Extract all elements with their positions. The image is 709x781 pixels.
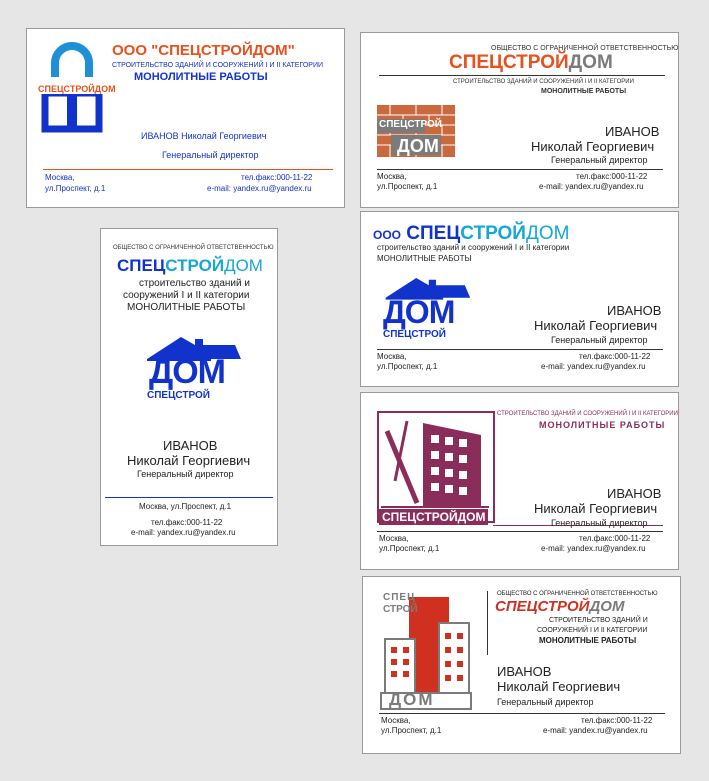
business-card-4 xyxy=(360,211,679,387)
company-name: ООО "СПЕЦСТРОЙДОМ" xyxy=(112,42,295,59)
phone: тел.факс:000-11-22 xyxy=(581,716,653,725)
logo-text-top: СПЕЦСТРОЙ xyxy=(379,119,442,130)
subtitle-line-1: строительство зданий и xyxy=(139,278,250,289)
org-type: ОБЩЕСТВО С ОГРАНИЧЕННОЙ ОТВЕТСТВЕННОСТЬЮ xyxy=(113,245,274,251)
email: e-mail: yandex.ru@yandex.ru xyxy=(541,544,646,553)
surname: ИВАНОВ xyxy=(607,486,662,501)
divider xyxy=(105,497,273,498)
business-card-3 xyxy=(100,228,278,546)
street: ул.Проспект, д.1 xyxy=(377,182,438,191)
work-type: МОНОЛИТНЫЕ РАБОТЫ xyxy=(127,302,246,313)
building-logo-icon xyxy=(377,411,495,523)
divider xyxy=(377,531,663,532)
vertical-rule xyxy=(487,591,488,655)
logo-big-text: ДОМ xyxy=(149,353,225,391)
logo-text-top-a: СПЕЦ xyxy=(383,592,416,603)
first-patronymic: Николай Георгиевич xyxy=(497,679,621,694)
phone: тел.факс:000-11-22 xyxy=(579,352,651,361)
person-position: Генеральный директор xyxy=(497,697,594,707)
logo-big-text: ДОМ xyxy=(383,294,455,330)
email: e-mail: yandex.ru@yandex.ru xyxy=(541,362,646,371)
first-patronymic: Николай Георгиевич xyxy=(531,139,655,154)
org-type: ОБЩЕСТВО С ОГРАНИЧЕННОЙ ОТВЕТСТВЕННОСТЬЮ xyxy=(497,591,658,597)
phone: тел.факс:000-11-22 xyxy=(579,534,651,543)
person-position: Генеральный директор xyxy=(162,150,259,160)
email: e-mail: yandex.ru@yandex.ru xyxy=(207,184,312,193)
work-type: МОНОЛИТНЫЕ РАБОТЫ xyxy=(539,420,666,430)
logo-text: СПЕЦСТРОЙДОМ xyxy=(379,509,488,525)
subtitle-line-2: сооружений I и II категории xyxy=(123,290,250,301)
brand-name: СПЕЦСТРОЙДОМ xyxy=(449,52,613,73)
business-card-1 xyxy=(26,28,345,208)
city: Москва, xyxy=(45,173,75,182)
city: Москва, xyxy=(377,172,407,181)
street: ул.Проспект, д.1 xyxy=(45,184,106,193)
city: Москва, xyxy=(379,534,409,543)
person-name: ИВАНОВ Николай Георгиевич xyxy=(141,131,267,141)
subtitle-line-2: СООРУЖЕНИЙ I И II КАТЕГОРИИ xyxy=(537,627,648,634)
org-type: ОБЩЕСТВО С ОГРАНИЧЕННОЙ ОТВЕТСТВЕННОСТЬЮ xyxy=(491,45,679,52)
email: e-mail: yandex.ru@yandex.ru xyxy=(539,182,644,191)
subtitle-line-1: СТРОИТЕЛЬСТВО ЗДАНИЙ И xyxy=(549,617,648,624)
first-patronymic: Николай Георгиевич xyxy=(534,318,658,333)
email: e-mail: yandex.ru@yandex.ru xyxy=(543,726,648,735)
divider xyxy=(43,169,333,170)
work-type: МОНОЛИТНЫЕ РАБОТЫ xyxy=(134,71,268,83)
company-subtitle: строительство зданий и сооружений I и II категории xyxy=(377,243,570,252)
logo-text-top-b: СТРОЙ xyxy=(383,604,418,615)
work-type: МОНОЛИТНЫЕ РАБОТЫ xyxy=(377,254,472,263)
surname: ИВАНОВ xyxy=(605,124,660,139)
business-card-6 xyxy=(362,576,681,754)
logo-text-bottom: ДОМ xyxy=(389,690,435,709)
company-subtitle: СТРОИТЕЛЬСТВО ЗДАНИЙ И СООРУЖЕНИЙ I И II КАТЕГОРИИ xyxy=(497,411,678,417)
street: ул.Проспект, д.1 xyxy=(377,362,438,371)
phone: тел.факс:000-11-22 xyxy=(151,518,223,527)
divider xyxy=(377,169,663,170)
first-patronymic: Николай Георгиевич xyxy=(127,453,251,468)
brand-name: СПЕЦСТРОЙДОМ xyxy=(117,256,263,275)
city: Москва, xyxy=(377,352,407,361)
company-subtitle: СТРОИТЕЛЬСТВО ЗДАНИЙ И СООРУЖЕНИЙ I И II КАТЕГОРИИ xyxy=(453,79,634,85)
company-subtitle: СТРОИТЕЛЬСТВО ЗДАНИЙ И СООРУЖЕНИЙ I И II КАТЕГОРИИ xyxy=(112,62,324,69)
brand-name: СПЕЦСТРОЙДОМ xyxy=(495,598,625,615)
business-card-5 xyxy=(360,392,679,570)
logo-small-text: СПЕЦСТРОЙ xyxy=(383,329,446,340)
business-card-2 xyxy=(360,32,679,208)
street: ул.Проспект, д.1 xyxy=(379,544,440,553)
work-type: МОНОЛИТНЫЕ РАБОТЫ xyxy=(541,88,627,95)
email: e-mail: yandex.ru@yandex.ru xyxy=(131,528,236,537)
first-patronymic: Николай Георгиевич xyxy=(534,501,658,516)
divider xyxy=(377,349,663,350)
surname: ИВАНОВ xyxy=(607,303,662,318)
work-type: МОНОЛИТНЫЕ РАБОТЫ xyxy=(539,636,637,645)
street: ул.Проспект, д.1 xyxy=(381,726,442,735)
surname: ИВАНОВ xyxy=(163,438,218,453)
phone: тел.факс:000-11-22 xyxy=(241,173,313,182)
person-position: Генеральный директор xyxy=(551,518,648,528)
city: Москва, xyxy=(381,716,411,725)
person-position: Генеральный директор xyxy=(551,335,648,345)
person-position: Генеральный директор xyxy=(551,155,648,165)
logo-text-bottom: ДОМ xyxy=(397,136,439,156)
phone: тел.факс:000-11-22 xyxy=(576,172,648,181)
brand-name: ООО СПЕЦСТРОЙДОМ xyxy=(373,223,570,244)
city-street: Москва, ул.Проспект, д.1 xyxy=(139,502,232,511)
divider xyxy=(379,713,665,714)
surname: ИВАНОВ xyxy=(497,664,552,679)
logo-text: СПЕЦСТРОЙДОМ xyxy=(38,84,116,94)
header-divider xyxy=(379,75,665,76)
logo-small-text: СПЕЦСТРОЙ xyxy=(147,390,210,401)
person-position: Генеральный директор xyxy=(137,469,234,479)
